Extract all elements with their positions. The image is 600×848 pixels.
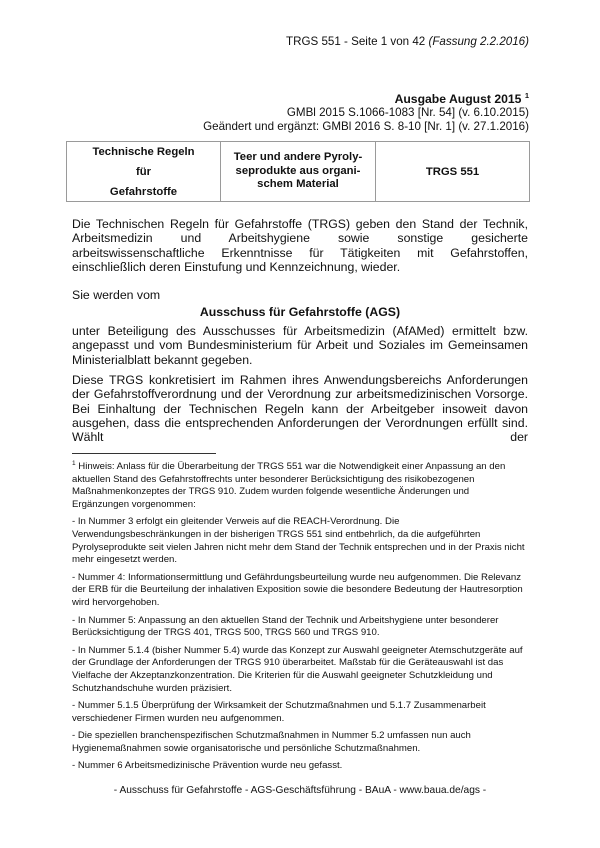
version-label: (Fassung 2.2.2016)	[428, 35, 529, 48]
issue-title: Ausgabe August 2015 $^1$	[394, 91, 529, 106]
title-cell-category: Technische Regeln für Gefahrstoffe	[67, 142, 221, 201]
footnote-item: - Nummer 5.1.5 Überprüfung der Wirksamkeit der Schutzmaßnahmen und 5.1.7 Zusammenarbeit verschiedener Firmen wurden neu aufgenommen.	[72, 700, 486, 724]
publication-paragraph: unter Beteiligung des Ausschusses für Arbeitsmedizin (AfAMed) ermittelt bzw. angepasst und vom Bundesministerium für Arbeit und Soziales im Gemeinsamen Ministerialblatt bekannt gegeben.	[72, 324, 528, 367]
issue-info	[203, 89, 529, 134]
intro-paragraph: Die Technischen Regeln für Gefahrstoffe (TRGS) geben den Stand der Technik, Arbeitsmedizin und Arbeitshygiene sowie sonstige gesicherte arbeitswissenschaftliche Erkenntnisse für Tätigkeiten mit Gefahrstoffen, einschließlich deren Einstufung und Kennzeichnung, wieder.	[72, 217, 528, 274]
amendment-reference: Geändert und ergänzt: GMBl 2016 S. 8-10 [Nr. 1] (v. 27.1.2016)	[203, 120, 529, 133]
publication-reference: GMBl 2015 S.1066-1083 [Nr. 54] (v. 6.10.2015)	[286, 106, 529, 119]
page-footer: - Ausschuss für Gefahrstoffe - AGS-Geschäftsführung - BAuA - www.baua.de/ags -	[113, 785, 487, 796]
scope-paragraph: Diese TRGS konkretisiert im Rahmen ihres Anwendungsbereichs Anforderungen der Gefahrstoffverordnung und der Verordnung zur arbeitsmedizinischen Vorsorge. Bei Einhaltung der Technischen Regeln kann der Arbeitgeber insoweit davon ausgehen, dass die entsprechenden Anforderungen der Verordnungen erfüllt sind. Wählt der	[72, 373, 528, 445]
title-cell-subject: Teer und andere Pyroly- seprodukte aus organi- schem Material	[221, 142, 376, 201]
footnote-item: - Nummer 6 Arbeitsmedizinische Prävention wurde neu gefasst.	[72, 760, 343, 772]
footnote-item: - Nummer 4: Informationsermittlung und Gefährdungsbeurteilung wurde neu aufgenommen. Die Relevanz der ERB für die Beurteilung der inhalativen Exposition sowie die besondere Bedeutung der Hautresorption wird hervorgehoben.	[72, 571, 523, 608]
footnote-block	[72, 458, 528, 778]
footnote-marker: 1	[72, 460, 76, 467]
footnote-reference[interactable]: 1	[524, 91, 529, 100]
footnote-intro: $^1$ Hinweis: Anlass für die Überarbeitung der TRGS 551 war die Notwendigkeit einer Anpassung an den aktuellen Stand des Gefahrstoffrechts unter besonderer Berücksichtigung des risikobezogenen Maßnahmenkonzeptes der TRGS 910. Zudem wurden folgende wesentliche Änderungen und Ergänzungen vorgenommen:	[72, 460, 506, 510]
title-table	[66, 141, 530, 202]
intro-lead-in: Sie werden vom	[72, 288, 161, 302]
footnote-item: - Die speziellen branchenspezifischen Schutzmaßnahmen in Nummer 5.2 umfassen nun auch Hygienemaßnahmen sowie organisatorische und persönliche Schutzmaßnahmen.	[72, 730, 471, 754]
page-indicator: TRGS 551 - Seite 1 von 42	[286, 35, 426, 48]
footnote-item: - In Nummer 3 erfolgt ein gleitender Verweis auf die REACH-Verordnung. Die Verwendungsbeschränkungen in der bisherigen TRGS 551 sind entbehrlich, da die aufgeführten Pyrolyseprodukte seit vielen Jahren nicht mehr dem Stand der Technik entsprechen und in der Praxis nicht mehr eingesetzt werden.	[72, 516, 525, 566]
committee-heading: Ausschuss für Gefahrstoffe (AGS)	[199, 305, 401, 319]
footnote-item: - In Nummer 5: Anpassung an den aktuellen Stand der Technik und Arbeitshygiene unter besonderer Berücksichtigung der TRGS 401, TRGS 500, TRGS 560 und TRGS 910.	[72, 614, 499, 639]
footnote-separator	[72, 453, 216, 454]
title-cell-code: TRGS 551	[425, 165, 480, 178]
footnote-item: - In Nummer 5.1.4 (bisher Nummer 5.4) wurde das Konzept zur Auswahl geeigneter Atemschutzgeräte auf der Grundlage der Anforderungen der TRGS 910 überarbeitet. Maßstab für die Geräteauswahl ist das Vielfache der Akzeptanzkonzentration. Die Kriterien für die Auswahl geeigneter Schutzkleidung und Schutzhandschuhe wurden präzisiert.	[72, 644, 523, 694]
running-header	[286, 35, 529, 48]
